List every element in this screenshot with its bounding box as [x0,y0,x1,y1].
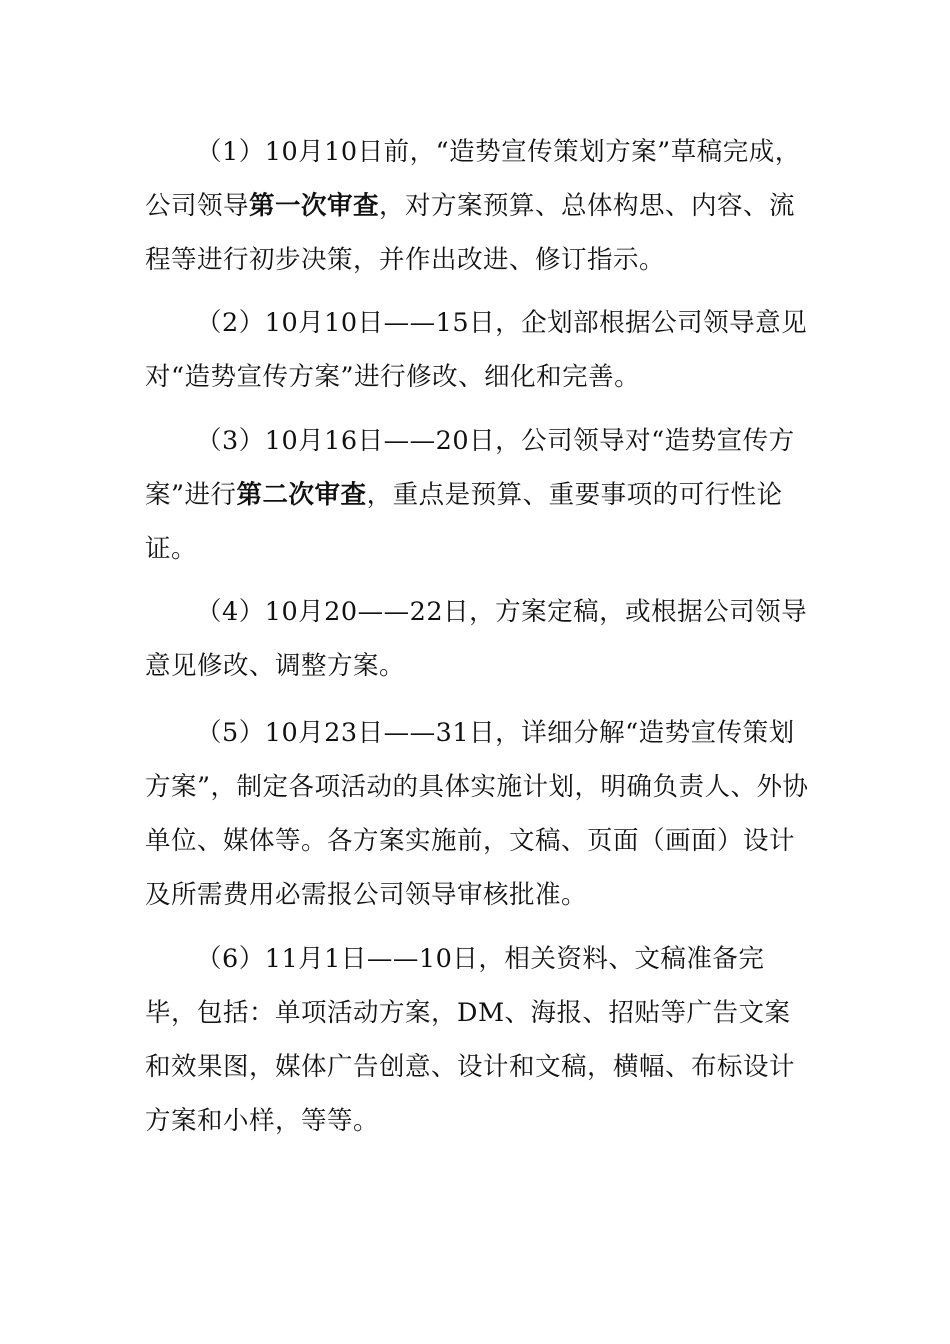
schedule-item-3 [145,414,815,576]
schedule-item-5-text: （5）10月23日——31日，详细分解“造势宣传策划方案”，制定各项活动的具体实施计划，明确负责人、外协单位、媒体等。各方案实施前，文稿、页面（画面）设计及所需费用必需报公司领导审核批准。 [145,718,809,910]
second-review-emphasis: 第二次审查 [236,480,367,510]
schedule-item-3-text-after: ，重点是预算、重要事项的可行性论证。 [145,480,783,564]
schedule-item-1-text-after: ，对方案预算、总体构思、内容、流程等进行初步决策，并作出改进、修订指示。 [145,191,796,275]
schedule-item-6 [145,932,815,1148]
schedule-item-2-text: （2）10月10日——15日，企划部根据公司领导意见对“造势宣传方案”进行修改、细化和完善。 [145,308,808,392]
schedule-item-1 [145,125,815,287]
first-review-emphasis: 第一次审查 [249,191,380,221]
schedule-item-1-text-before: （1）10月10日前，“造势宣传策划方案”草稿完成，公司领导 [145,137,801,221]
schedule-item-5 [145,706,815,922]
schedule-item-6-text: （6）11月1日——10日，相关资料、文稿准备完毕，包括：单项活动方案，DM、海报、招贴等广告文案和效果图，媒体广告创意、设计和文稿，横幅、布标设计方案和小样，等等。 [145,944,796,1136]
schedule-item-4-text: （4）10月20——22日，方案定稿，或根据公司领导意见修改、调整方案。 [145,597,808,681]
schedule-item-3-text-before: （3）10月16日——20日，公司领导对“造势宣传方案”进行 [145,426,795,510]
schedule-item-4 [145,585,815,693]
schedule-item-2 [145,296,815,404]
